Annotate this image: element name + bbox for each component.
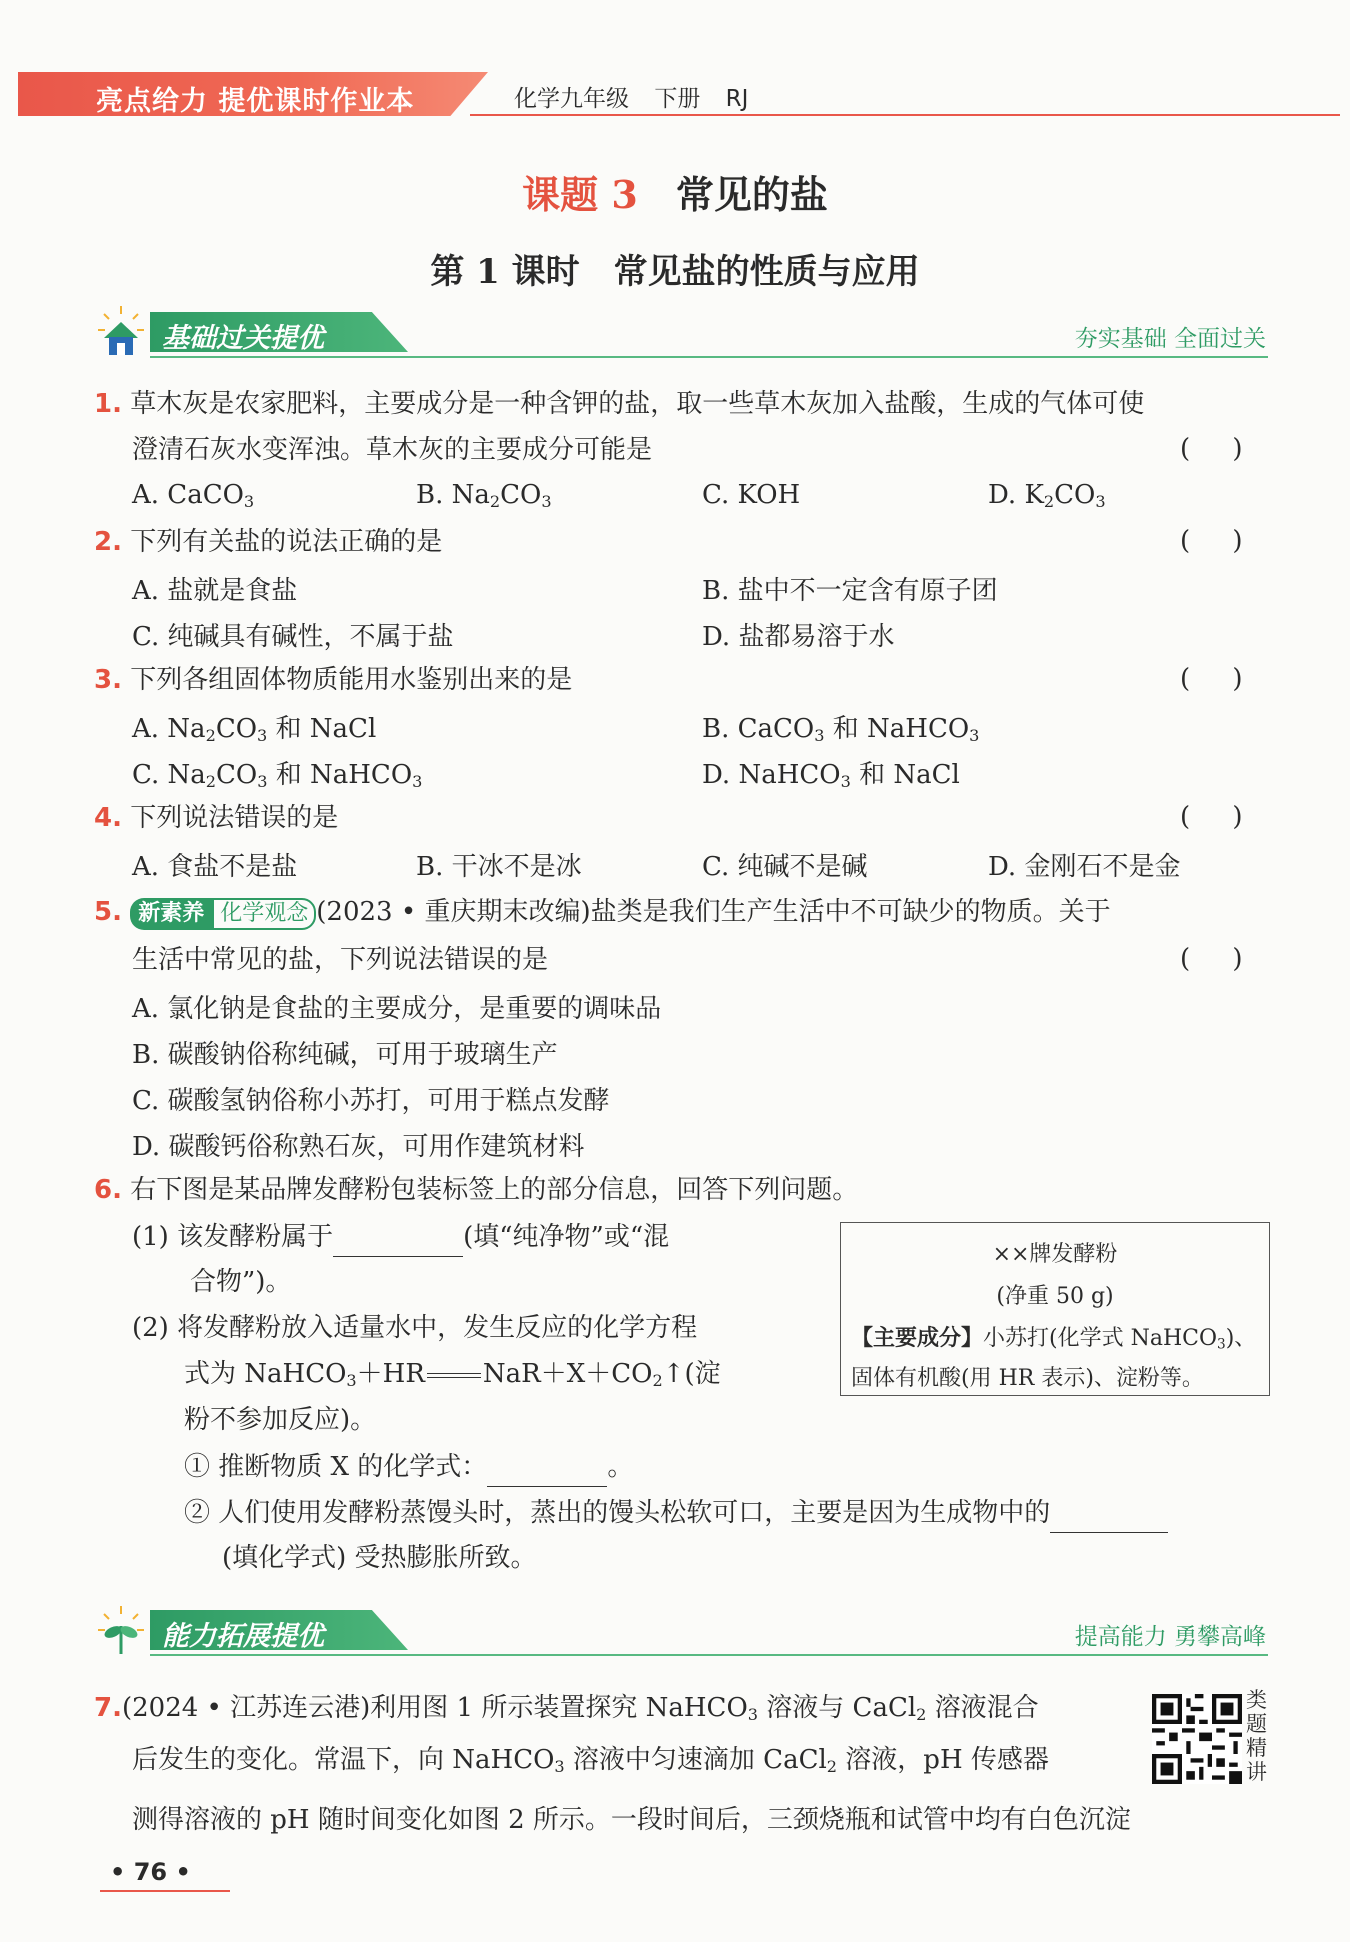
section1-rule	[150, 356, 1268, 358]
q2-line	[94, 522, 442, 562]
q5-option-b[interactable]: B. 碳酸钠俗称纯碱，可用于玻璃生产	[132, 1040, 558, 1070]
header-volume: 下册	[654, 86, 701, 112]
sprout-icon	[96, 1604, 146, 1658]
q1-option-b-sub2: 3	[541, 492, 552, 512]
qr-code-icon[interactable]	[1152, 1694, 1242, 1784]
q6-part1-blank[interactable]	[333, 1216, 463, 1257]
q6-sub1-end: 。	[607, 1452, 634, 1482]
section1-slogan: 夯实基础 全面过关	[1074, 326, 1266, 352]
q6-part1	[132, 1216, 669, 1257]
new-literacy-badge: 新素养	[130, 898, 212, 930]
q7-number: 7.	[94, 1693, 122, 1723]
q3-option-d[interactable]: D. NaHCO$_3$ 和 NaCl	[702, 760, 960, 792]
q6-part2-equation: 式为 NaHCO$_3$＋HR $NaR+X+CO_2↑$(淀	[184, 1359, 721, 1391]
q6-sub2-end: (填化学式) 受热膨胀所致。	[222, 1543, 537, 1573]
label-ingredients-line1: 【主要成分】小苏打(化学式 NaHCO$_3$)、	[851, 1325, 1257, 1353]
q1-answer-paren[interactable]: ( )	[1180, 434, 1243, 464]
q1-line1	[94, 384, 1144, 424]
header-edition: RJ	[725, 86, 749, 112]
header-rule	[470, 114, 1340, 116]
q1-option-d-sub2: 3	[1095, 492, 1106, 512]
q5-option-d[interactable]: D. 碳酸钙俗称熟石灰，可用作建筑材料	[132, 1132, 585, 1162]
q2-option-c[interactable]: C. 纯碱具有碱性，不属于盐	[132, 622, 454, 652]
q6-sub1	[184, 1446, 633, 1487]
q6-sub2-blank[interactable]	[1050, 1492, 1168, 1533]
q1-option-b-mid: CO	[500, 480, 542, 510]
q2-answer-paren[interactable]: ( )	[1180, 526, 1243, 556]
q6-sub2	[184, 1492, 1168, 1533]
q3-number: 3.	[94, 665, 122, 695]
q6-part1-hint: (填“纯净物”或“混	[463, 1222, 670, 1252]
q5-option-a[interactable]: A. 氯化钠是食盐的主要成分，是重要的调味品	[132, 994, 662, 1024]
q6-number: 6.	[94, 1175, 122, 1205]
label-brand: ××牌发酵粉	[992, 1242, 1118, 1267]
q5-option-c[interactable]: C. 碳酸氢钠俗称小苏打，可用于糕点发酵	[132, 1086, 610, 1116]
q4-option-c[interactable]: C. 纯碱不是碱	[702, 852, 868, 882]
q3-option-c[interactable]: C. $Na_2CO_3$ 和 NaHCO$_3$	[132, 760, 423, 792]
q3-option-b[interactable]: B. CaCO$_3$ 和 NaHCO$_3$	[702, 714, 980, 746]
baking-powder-label-box	[840, 1222, 1270, 1396]
q1-option-c[interactable]: C. KOH	[702, 480, 801, 510]
q5-answer-paren[interactable]: ( )	[1180, 944, 1243, 974]
q6-stem: 右下图是某品牌发酵粉包装标签上的部分信息，回答下列问题。	[130, 1175, 859, 1205]
q6-part1-text: (1) 该发酵粉属于	[132, 1222, 334, 1252]
q1-option-b-sub1: 2	[489, 492, 501, 512]
q1-option-a[interactable]	[132, 480, 254, 510]
q1-option-d[interactable]	[988, 480, 1106, 510]
q1-option-a-text: A. CaCO	[132, 480, 244, 510]
q3-line	[94, 660, 572, 700]
q6-sub2-text: ② 人们使用发酵粉蒸馒头时，蒸出的馒头松软可口，主要是因为生成物中的	[184, 1498, 1051, 1528]
q6-part2-line1: (2) 将发酵粉放入适量水中，发生反应的化学方程	[132, 1313, 698, 1343]
q5-number: 5.	[94, 897, 122, 927]
lesson-title: 第 1 课时 常见盐的性质与应用	[430, 252, 920, 292]
topic-name: 常见的盐	[675, 172, 828, 217]
header-subject: 化学九年级	[514, 86, 629, 112]
q4-option-b[interactable]: B. 干冰不是冰	[416, 852, 582, 882]
q6-line	[94, 1170, 858, 1210]
q2-stem: 下列有关盐的说法正确的是	[130, 527, 443, 557]
q4-stem: 下列说法错误的是	[130, 803, 339, 833]
label-ingredients-line2: 固体有机酸(用 HR 表示)、淀粉等。	[851, 1366, 1204, 1391]
section2-label: 能力拓展提优	[162, 1621, 324, 1652]
q6-sub1-blank[interactable]	[487, 1446, 607, 1487]
q7-line2-mid: 溶液中匀速滴加 CaCl	[564, 1745, 827, 1775]
section2-rule	[150, 1654, 1268, 1656]
q6-sub1-text: ① 推断物质 X 的化学式：	[184, 1452, 488, 1482]
q6-part2-line3: 粉不参加反应)。	[184, 1405, 377, 1435]
q7-line2-text: 后发生的变化。常温下，向 NaHCO	[132, 1745, 555, 1775]
q5-stem-line2: 生活中常见的盐，下列说法错误的是	[132, 945, 549, 975]
q2-option-a[interactable]: A. 盐就是食盐	[132, 576, 298, 606]
q4-option-a[interactable]: A. 食盐不是盐	[132, 852, 298, 882]
q3-answer-paren[interactable]: ( )	[1180, 664, 1243, 694]
q2-option-b[interactable]: B. 盐中不一定含有原子团	[702, 576, 998, 606]
q1-option-b-text: B. Na	[416, 480, 490, 510]
section1-label: 基础过关提优	[162, 323, 324, 354]
q4-option-d[interactable]: D. 金刚石不是金	[988, 852, 1181, 882]
q7-line2-end: 溶液，pH 传感器	[837, 1745, 1049, 1775]
q1-stem-line1: 草木灰是农家肥料，主要成分是一种含钾的盐，取一些草木灰加入盐酸，生成的气体可使	[130, 389, 1145, 419]
q6-part1-end: 合物”)。	[190, 1267, 292, 1297]
q2-number: 2.	[94, 527, 122, 557]
label-ingredients-text: 小苏打(化学式 NaHCO	[983, 1326, 1218, 1351]
q1-option-d-text: D. K	[988, 480, 1044, 510]
q5-line1	[94, 892, 1111, 932]
lightbulb-house-icon	[96, 304, 146, 358]
q1-option-d-sub1: 2	[1043, 492, 1055, 512]
label-weight: (净重 50 g)	[996, 1284, 1114, 1309]
q5-stem-line1: (2023 • 重庆期末改编)盐类是我们生产生活中不可缺少的物质。关于	[316, 897, 1111, 927]
q4-answer-paren[interactable]: ( )	[1180, 802, 1243, 832]
topic-title	[0, 164, 1350, 219]
q3-stem: 下列各组固体物质能用水鉴别出来的是	[130, 665, 573, 695]
topic-number: 课题 3	[522, 172, 638, 217]
q1-option-d-mid: CO	[1054, 480, 1096, 510]
header-book-info	[514, 80, 748, 113]
q7-line2: 后发生的变化。常温下，向 NaHCO$_3$ 溶液中匀速滴加 CaCl$_2$ 溶液，pH 传感器	[132, 1745, 1049, 1777]
qr-caption: 类题精讲	[1246, 1688, 1267, 1784]
q4-number: 4.	[94, 803, 122, 833]
q1-option-b[interactable]	[416, 480, 552, 510]
q3-option-a[interactable]: A. $Na_2CO_3$ 和 NaCl	[132, 714, 377, 746]
page-number-rule	[100, 1890, 230, 1892]
q2-option-d[interactable]: D. 盐都易溶于水	[702, 622, 895, 652]
q4-line	[94, 798, 338, 838]
q1-number: 1.	[94, 389, 122, 419]
q7-line1: 7.(2024 • 江苏连云港)利用图 1 所示装置探究 NaHCO$_3$ 溶液与 CaCl$_2$ 溶液混合	[94, 1693, 1039, 1725]
label-ingredients-end: )、	[1225, 1326, 1257, 1351]
page-number: • 76 •	[110, 1858, 191, 1886]
section2-slogan: 提高能力 勇攀高峰	[1074, 1624, 1266, 1650]
q1-stem-line2: 澄清石灰水变浑浊。草木灰的主要成分可能是	[132, 435, 653, 465]
q7-line3: 测得溶液的 pH 随时间变化如图 2 所示。一段时间后，三颈烧瓶和试管中均有白色沉淀	[132, 1805, 1131, 1835]
q1-option-a-sub: 3	[243, 492, 255, 512]
chemistry-concept-badge: 化学观念	[212, 898, 316, 930]
header-series-title: 亮点给力 提优课时作业本	[96, 86, 415, 117]
